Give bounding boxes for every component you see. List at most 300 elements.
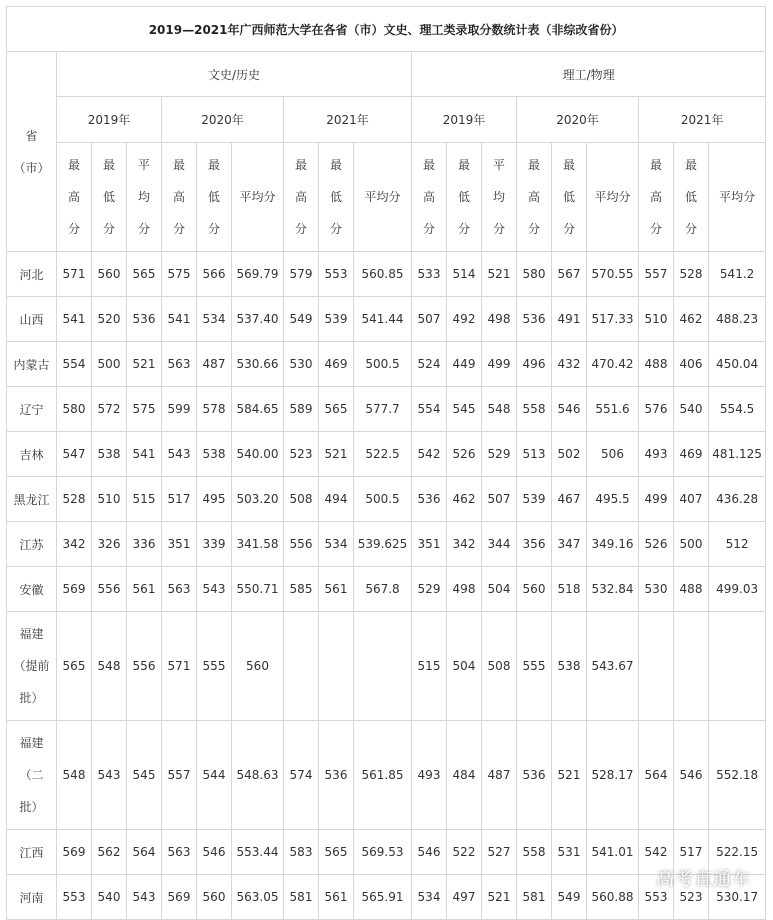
score-cell: 341.58 [232, 522, 284, 567]
score-cell: 544 [197, 721, 232, 830]
score-cell: 569 [57, 567, 92, 612]
score-cell: 536 [517, 297, 552, 342]
score-cell: 561.85 [354, 721, 412, 830]
score-cell: 565 [319, 830, 354, 875]
table-row [7, 721, 766, 830]
score-cell: 487 [197, 342, 232, 387]
score-cell: 495.5 [587, 477, 639, 522]
score-cell: 469 [319, 342, 354, 387]
score-cell: 581 [284, 875, 319, 920]
score-cell: 491 [552, 297, 587, 342]
province-cell [7, 522, 57, 567]
score-cell: 494 [319, 477, 354, 522]
score-cell: 565 [319, 387, 354, 432]
table-row [7, 875, 766, 920]
score-cell: 541 [162, 297, 197, 342]
score-type-header-char: 平均分 [719, 190, 756, 204]
score-cell: 533 [412, 252, 447, 297]
score-cell: 522.5 [354, 432, 412, 477]
year-header: 2021年 [639, 97, 766, 143]
score-cell: 538 [92, 432, 127, 477]
score-cell: 515 [127, 477, 162, 522]
score-cell: 553 [319, 252, 354, 297]
score-type-header [482, 143, 517, 252]
score-cell: 488.23 [709, 297, 766, 342]
score-type-header-char: 分 [172, 222, 185, 236]
score-cell: 351 [412, 522, 447, 567]
score-cell: 450.04 [709, 342, 766, 387]
score-cell: 530.17 [709, 875, 766, 920]
score-cell: 531 [552, 830, 587, 875]
score-cell: 543 [92, 721, 127, 830]
score-cell: 543 [162, 432, 197, 477]
score-cell: 504 [482, 567, 517, 612]
score-cell: 565 [57, 612, 92, 721]
score-cell: 499 [639, 477, 674, 522]
score-cell: 500.5 [354, 477, 412, 522]
score-type-header-char: 最 [207, 158, 220, 172]
score-cell: 534 [197, 297, 232, 342]
score-cell: 527 [482, 830, 517, 875]
score-cell: 436.28 [709, 477, 766, 522]
score-cell: 562 [92, 830, 127, 875]
score-cell: 488 [674, 567, 709, 612]
score-cell: 495 [197, 477, 232, 522]
score-cell: 526 [447, 432, 482, 477]
score-cell: 498 [482, 297, 517, 342]
score-cell: 546 [552, 387, 587, 432]
score-cell: 530.66 [232, 342, 284, 387]
score-cell: 520 [92, 297, 127, 342]
score-cell: 349.16 [587, 522, 639, 567]
score-type-header [517, 143, 552, 252]
score-cell: 599 [162, 387, 197, 432]
score-cell: 528 [57, 477, 92, 522]
score-cell: 534 [412, 875, 447, 920]
score-cell: 499 [482, 342, 517, 387]
score-cell: 529 [412, 567, 447, 612]
score-cell: 517 [162, 477, 197, 522]
score-cell: 493 [639, 432, 674, 477]
score-cell: 546 [674, 721, 709, 830]
score-type-header [354, 143, 412, 252]
province-cell [7, 477, 57, 522]
score-cell: 580 [57, 387, 92, 432]
score-cell: 561 [319, 875, 354, 920]
score-cell: 326 [92, 522, 127, 567]
province-name: 黑龙江 [13, 492, 50, 507]
table-title: 2019—2021年广西师范大学在各省（市）文史、理工类录取分数统计表（非综改省份） [7, 7, 766, 52]
score-cell: 563.05 [232, 875, 284, 920]
province-name: 福建 [19, 736, 44, 750]
score-cell: 356 [517, 522, 552, 567]
score-cell: 493 [412, 721, 447, 830]
score-cell: 517.33 [587, 297, 639, 342]
province-header-line: （市） [13, 160, 50, 175]
score-type-header-char: 分 [457, 222, 470, 236]
year-header: 2020年 [517, 97, 639, 143]
score-type-header-char: 最 [329, 158, 342, 172]
score-cell: 508 [284, 477, 319, 522]
score-type-header-char: 最 [527, 158, 540, 172]
province-cell [7, 612, 57, 721]
score-type-header-char: 最 [562, 158, 575, 172]
score-cell: 532.84 [587, 567, 639, 612]
watermark-text: 高考直通车 [656, 869, 751, 890]
score-cell: 517 [674, 830, 709, 875]
score-type-header-char: 高 [172, 190, 185, 204]
province-name: 辽宁 [19, 402, 44, 417]
year-header: 2019年 [57, 97, 162, 143]
score-cell: 548.63 [232, 721, 284, 830]
score-cell: 342 [447, 522, 482, 567]
score-cell: 449 [447, 342, 482, 387]
score-type-header-char: 最 [649, 158, 662, 172]
score-cell: 462 [674, 297, 709, 342]
year-header: 2021年 [284, 97, 412, 143]
province-name: 江苏 [19, 537, 44, 552]
score-cell: 564 [639, 721, 674, 830]
score-cell: 530 [639, 567, 674, 612]
score-cell: 524 [412, 342, 447, 387]
score-cell [674, 612, 709, 721]
province-name: 批） [19, 800, 44, 814]
score-cell: 580 [517, 252, 552, 297]
score-cell: 548 [92, 612, 127, 721]
score-type-header [447, 143, 482, 252]
score-cell: 540 [92, 875, 127, 920]
score-cell: 542 [412, 432, 447, 477]
province-name: 批） [19, 691, 44, 705]
score-type-header-char: 低 [457, 190, 470, 204]
score-cell: 467 [552, 477, 587, 522]
table-row [7, 432, 766, 477]
province-cell [7, 875, 57, 920]
score-type-header-char: 平 [137, 158, 150, 172]
score-cell: 545 [447, 387, 482, 432]
score-cell: 541 [127, 432, 162, 477]
score-cell [319, 612, 354, 721]
table-row [7, 387, 766, 432]
score-cell: 504 [447, 612, 482, 721]
score-cell: 543 [127, 875, 162, 920]
score-type-header-char: 分 [422, 222, 435, 236]
score-cell: 407 [674, 477, 709, 522]
score-cell: 549 [284, 297, 319, 342]
score-cell: 498 [447, 567, 482, 612]
score-cell: 550.71 [232, 567, 284, 612]
score-cell: 584.65 [232, 387, 284, 432]
score-cell: 560.85 [354, 252, 412, 297]
province-name: 吉林 [19, 447, 44, 462]
score-cell: 487 [482, 721, 517, 830]
score-cell: 518 [552, 567, 587, 612]
score-type-header [709, 143, 766, 252]
score-cell: 536 [517, 721, 552, 830]
score-cell: 462 [447, 477, 482, 522]
score-cell: 556 [284, 522, 319, 567]
score-type-header-char: 分 [207, 222, 220, 236]
score-cell: 557 [162, 721, 197, 830]
score-type-header-char: 低 [562, 190, 575, 204]
province-cell [7, 297, 57, 342]
score-cell: 548 [482, 387, 517, 432]
score-type-header-char: 最 [172, 158, 185, 172]
score-type-header-char: 低 [102, 190, 115, 204]
score-type-header-char: 高 [527, 190, 540, 204]
score-type-header-char: 均 [137, 190, 150, 204]
province-name: 内蒙古 [13, 357, 50, 372]
score-cell: 542 [639, 830, 674, 875]
score-cell: 539 [319, 297, 354, 342]
province-cell [7, 721, 57, 830]
score-cell: 563 [162, 830, 197, 875]
score-cell: 534 [319, 522, 354, 567]
score-type-header [587, 143, 639, 252]
score-type-header [674, 143, 709, 252]
score-cell: 577.7 [354, 387, 412, 432]
score-type-header [284, 143, 319, 252]
score-cell: 540.00 [232, 432, 284, 477]
score-type-header [92, 143, 127, 252]
score-cell: 503.20 [232, 477, 284, 522]
score-type-header [639, 143, 674, 252]
score-type-header [127, 143, 162, 252]
score-cell: 528.17 [587, 721, 639, 830]
score-cell: 545 [127, 721, 162, 830]
score-cell: 546 [412, 830, 447, 875]
table-row [7, 522, 766, 567]
province-header-line: 省 [25, 128, 38, 143]
province-header [7, 52, 57, 252]
score-cell: 565 [127, 252, 162, 297]
score-type-header-char: 平 [492, 158, 505, 172]
score-cell [354, 612, 412, 721]
score-cell: 538 [552, 612, 587, 721]
province-cell [7, 432, 57, 477]
score-cell: 553 [57, 875, 92, 920]
score-cell: 570.55 [587, 252, 639, 297]
score-cell: 484 [447, 721, 482, 830]
score-type-header-char: 均 [492, 190, 505, 204]
score-cell: 497 [447, 875, 482, 920]
score-cell: 540 [674, 387, 709, 432]
score-cell: 565.91 [354, 875, 412, 920]
score-cell: 560 [517, 567, 552, 612]
score-cell: 558 [517, 830, 552, 875]
score-cell: 551.6 [587, 387, 639, 432]
score-type-header-char: 分 [137, 222, 150, 236]
score-type-header-char: 分 [684, 222, 697, 236]
score-cell: 569 [57, 830, 92, 875]
score-cell: 521 [482, 875, 517, 920]
score-cell: 548 [57, 721, 92, 830]
score-type-header-char: 分 [492, 222, 505, 236]
score-cell: 569.79 [232, 252, 284, 297]
score-cell: 557 [639, 252, 674, 297]
score-cell: 521 [552, 721, 587, 830]
table-row [7, 567, 766, 612]
score-cell: 522 [447, 830, 482, 875]
score-type-header [412, 143, 447, 252]
score-cell: 581 [517, 875, 552, 920]
score-cell: 553 [639, 875, 674, 920]
score-type-header-char: 高 [649, 190, 662, 204]
score-cell: 344 [482, 522, 517, 567]
province-name: 河北 [19, 267, 44, 282]
score-cell: 488 [639, 342, 674, 387]
score-cell: 481.125 [709, 432, 766, 477]
score-cell: 569 [162, 875, 197, 920]
score-cell: 555 [197, 612, 232, 721]
score-cell: 541 [57, 297, 92, 342]
score-cell: 514 [447, 252, 482, 297]
score-cell: 579 [284, 252, 319, 297]
score-type-header-char: 分 [649, 222, 662, 236]
score-cell: 560.88 [587, 875, 639, 920]
score-cell: 556 [127, 612, 162, 721]
province-name: 安徽 [19, 582, 44, 597]
score-cell: 537.40 [232, 297, 284, 342]
score-cell: 563 [162, 567, 197, 612]
score-type-header-char: 平均分 [239, 190, 276, 204]
table-row [7, 830, 766, 875]
score-type-header-char: 分 [562, 222, 575, 236]
score-cell: 541.2 [709, 252, 766, 297]
score-type-header-char: 最 [67, 158, 80, 172]
province-cell [7, 387, 57, 432]
category-header-science: 理工/物理 [412, 52, 766, 97]
score-cell: 508 [482, 612, 517, 721]
score-cell: 502 [552, 432, 587, 477]
year-header: 2019年 [412, 97, 517, 143]
score-type-header [232, 143, 284, 252]
score-cell: 499.03 [709, 567, 766, 612]
score-cell: 543.67 [587, 612, 639, 721]
score-type-header-char: 平均分 [364, 190, 401, 204]
score-cell: 566 [197, 252, 232, 297]
score-type-header-char: 分 [67, 222, 80, 236]
score-cell: 575 [162, 252, 197, 297]
score-type-header-char: 最 [294, 158, 307, 172]
score-type-header-char: 低 [329, 190, 342, 204]
score-cell [639, 612, 674, 721]
score-type-header-char: 平均分 [594, 190, 631, 204]
score-cell: 541.44 [354, 297, 412, 342]
score-cell [709, 612, 766, 721]
score-cell: 470.42 [587, 342, 639, 387]
score-type-header-char: 最 [422, 158, 435, 172]
table-row [7, 252, 766, 297]
score-cell: 539.625 [354, 522, 412, 567]
year-header: 2020年 [162, 97, 284, 143]
score-cell: 529 [482, 432, 517, 477]
table-row [7, 477, 766, 522]
score-cell: 515 [412, 612, 447, 721]
province-name: 福建 [19, 627, 44, 641]
score-cell: 560 [232, 612, 284, 721]
score-cell: 510 [639, 297, 674, 342]
score-cell: 538 [197, 432, 232, 477]
score-cell: 528 [674, 252, 709, 297]
score-cell: 336 [127, 522, 162, 567]
score-cell: 574 [284, 721, 319, 830]
score-cell: 500 [674, 522, 709, 567]
score-cell: 561 [127, 567, 162, 612]
category-header-liberal-arts: 文史/历史 [57, 52, 412, 97]
score-type-header-char: 高 [422, 190, 435, 204]
province-name: 江西 [19, 845, 44, 860]
province-cell [7, 342, 57, 387]
score-cell: 521 [127, 342, 162, 387]
score-type-header-char: 最 [102, 158, 115, 172]
score-cell: 521 [319, 432, 354, 477]
score-cell: 351 [162, 522, 197, 567]
score-cell [284, 612, 319, 721]
score-cell: 543 [197, 567, 232, 612]
score-cell: 521 [482, 252, 517, 297]
province-name: 河南 [19, 890, 44, 905]
score-cell: 541.01 [587, 830, 639, 875]
score-cell: 571 [162, 612, 197, 721]
province-name: （二 [19, 768, 44, 782]
score-cell: 523 [284, 432, 319, 477]
score-cell: 506 [587, 432, 639, 477]
score-cell: 589 [284, 387, 319, 432]
score-cell: 576 [639, 387, 674, 432]
score-type-header [197, 143, 232, 252]
province-cell [7, 252, 57, 297]
admission-score-table [6, 6, 766, 920]
score-cell: 572 [92, 387, 127, 432]
score-type-header-char: 最 [684, 158, 697, 172]
table-row [7, 612, 766, 721]
score-cell: 406 [674, 342, 709, 387]
table-row [7, 297, 766, 342]
score-type-header-char: 最 [457, 158, 470, 172]
score-type-header [552, 143, 587, 252]
score-cell: 571 [57, 252, 92, 297]
score-cell: 558 [517, 387, 552, 432]
score-cell: 469 [674, 432, 709, 477]
score-cell: 536 [127, 297, 162, 342]
score-type-header-char: 高 [294, 190, 307, 204]
score-cell: 492 [447, 297, 482, 342]
score-type-header-char: 分 [102, 222, 115, 236]
score-cell: 526 [639, 522, 674, 567]
score-type-header-char: 分 [527, 222, 540, 236]
score-cell: 555 [517, 612, 552, 721]
score-cell: 432 [552, 342, 587, 387]
score-cell: 500 [92, 342, 127, 387]
score-cell: 553.44 [232, 830, 284, 875]
score-cell: 339 [197, 522, 232, 567]
score-cell: 512 [709, 522, 766, 567]
score-cell: 496 [517, 342, 552, 387]
score-cell: 554 [412, 387, 447, 432]
score-cell: 564 [127, 830, 162, 875]
score-cell: 583 [284, 830, 319, 875]
score-cell: 507 [412, 297, 447, 342]
score-type-header [319, 143, 354, 252]
score-cell: 567.8 [354, 567, 412, 612]
table-row [7, 342, 766, 387]
score-cell: 549 [552, 875, 587, 920]
score-cell: 342 [57, 522, 92, 567]
score-cell: 554 [57, 342, 92, 387]
score-cell: 563 [162, 342, 197, 387]
score-cell: 567 [552, 252, 587, 297]
